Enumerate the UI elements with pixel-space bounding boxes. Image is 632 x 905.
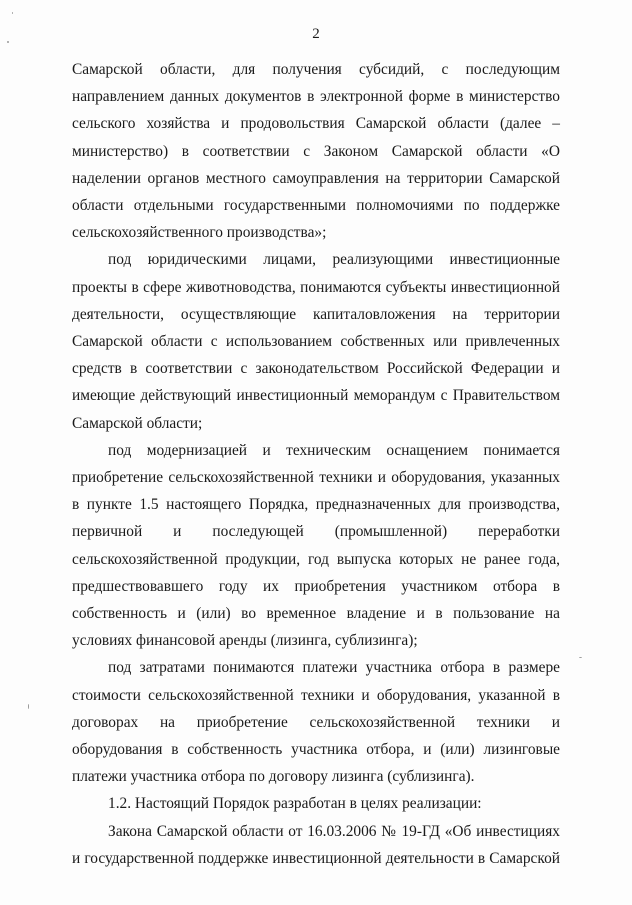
scan-speck: [28, 704, 29, 709]
paragraph: под модернизацией и техническим оснащением понимается приобретение сельскохозяйственной техники и оборудования, указанных в пункте 1.5 настоящего Порядка, предназначенных для производства, первичной и последующей (промышленной) переработки сельскохозяйственной продукции, год выпуска которых не ранее года, предшествовавшего году их приобретения участником отбора в собственность и (или) во временное владение и в пользование на условиях финансовой аренды (лизинга, сублизинга);: [72, 441, 560, 650]
paragraph: под затратами понимаются платежи участника отбора в размере стоимости сельскохозяйственной техники и оборудования, указанной в договорах на приобретение сельскохозяйственной техники и оборудования в собственность участника отбора, и (или) лизинговые платежи участника отбора по договору лизинга (сублизинга).: [72, 659, 560, 786]
scan-speck: [12, 12, 13, 14]
page-number: 2: [312, 26, 320, 42]
paragraph: 1.2. Настоящий Порядок разработан в целях реализации:: [108, 795, 482, 813]
paragraph: Самарской области, для получения субсидий, с последующим направлением данных документов в электронной форме в министерство сельского хозяйства и продовольствия Самарской области (далее – министерство) в соответствии с Законом Самарской области «О наделении органов местного самоуправления на территории Самарской области отдельными государственными полномочиями по поддержке сельскохозяйственного производства»;: [72, 61, 560, 242]
document-body: [72, 56, 560, 872]
paragraph: Закона Самарской области от 16.03.2006 № 19-ГД «Об инвестициях и государственной поддержке инвестиционной деятельности в Самарской: [72, 822, 560, 867]
scan-speck: [579, 657, 582, 658]
paragraph: под юридическими лицами, реализующими инвестиционные проекты в сфере животноводства, понимаются субъекты инвестиционной деятельности, осуществляющие капиталовложения на территории Самарской области с использованием собственных или привлеченных средств в соответствии с законодательством Российской Федерации и имеющие действующий инвестиционный меморандум с Правительством Самарской области;: [72, 251, 560, 432]
